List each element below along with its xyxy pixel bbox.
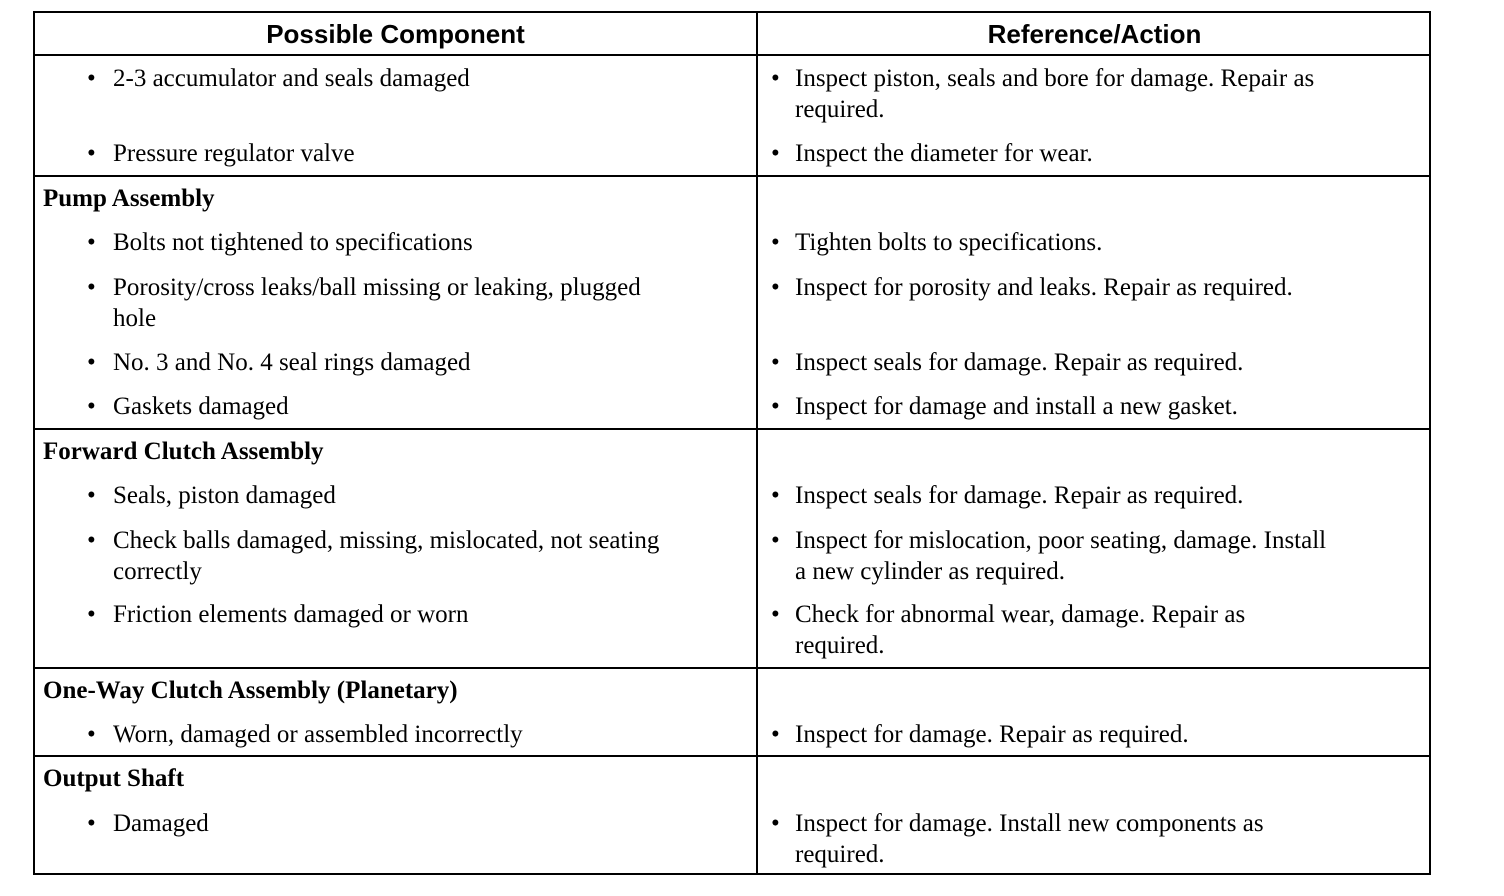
action-text: required. [795,841,885,868]
component-text: correctly [113,558,202,585]
action-text: Inspect the diameter for wear. [795,140,1093,167]
section-heading: Output Shaft [43,765,185,792]
bullet-icon: • [771,810,780,837]
bullet-icon: • [87,65,96,92]
bullet-icon: • [771,482,780,509]
section-divider [35,755,1429,757]
column-divider [756,13,758,873]
component-text: 2-3 accumulator and seals damaged [113,65,470,92]
action-text: Inspect for damage and install a new gasket. [795,393,1238,420]
component-text: Bolts not tightened to specifications [113,229,473,256]
component-text: Porosity/cross leaks/ball missing or leaking, plugged [113,274,641,301]
section-heading: One-Way Clutch Assembly (Planetary) [43,677,458,704]
section-divider [35,667,1429,669]
action-text: Check for abnormal wear, damage. Repair as [795,601,1246,628]
bullet-icon: • [87,393,96,420]
bullet-icon: • [771,349,780,376]
component-text: hole [113,305,157,332]
action-text: a new cylinder as required. [795,558,1066,585]
component-text: Gaskets damaged [113,393,289,420]
action-text: required. [795,96,885,123]
action-text: Inspect for damage. Install new components as [795,810,1264,837]
component-text: No. 3 and No. 4 seal rings damaged [113,349,471,376]
component-text: Pressure regulator valve [113,140,355,167]
bullet-icon: • [771,65,780,92]
bullet-icon: • [771,274,780,301]
component-text: Worn, damaged or assembled incorrectly [113,721,523,748]
action-text: Inspect seals for damage. Repair as required. [795,349,1244,376]
header-reference-action: Reference/Action [987,19,1202,49]
action-text: Inspect piston, seals and bore for damage. Repair as [795,65,1315,92]
bullet-icon: • [87,349,96,376]
action-text: required. [795,632,885,659]
bullet-icon: • [87,810,96,837]
bullet-icon: • [87,721,96,748]
diagnosis-table [33,11,1431,875]
bullet-icon: • [87,229,96,256]
action-text: Tighten bolts to specifications. [795,229,1103,256]
component-text: Damaged [113,810,209,837]
section-heading: Pump Assembly [43,185,215,212]
component-text: Check balls damaged, missing, mislocated, not seating [113,527,660,554]
bullet-icon: • [87,601,96,628]
bullet-icon: • [771,721,780,748]
bullet-icon: • [87,482,96,509]
component-text: Seals, piston damaged [113,482,336,509]
bullet-icon: • [771,393,780,420]
bullet-icon: • [771,140,780,167]
bullet-icon: • [771,229,780,256]
bullet-icon: • [771,527,780,554]
section-heading: Forward Clutch Assembly [43,438,324,465]
section-divider [35,428,1429,430]
component-text: Friction elements damaged or worn [113,601,469,628]
bullet-icon: • [771,601,780,628]
action-text: Inspect seals for damage. Repair as required. [795,482,1244,509]
bullet-icon: • [87,274,96,301]
bullet-icon: • [87,527,96,554]
section-divider [35,175,1429,177]
bullet-icon: • [87,140,96,167]
action-text: Inspect for mislocation, poor seating, damage. Install [795,527,1327,554]
action-text: Inspect for damage. Repair as required. [795,721,1189,748]
header-possible-component: Possible Component [266,19,525,49]
action-text: Inspect for porosity and leaks. Repair as required. [795,274,1293,301]
header-divider [35,54,1429,56]
